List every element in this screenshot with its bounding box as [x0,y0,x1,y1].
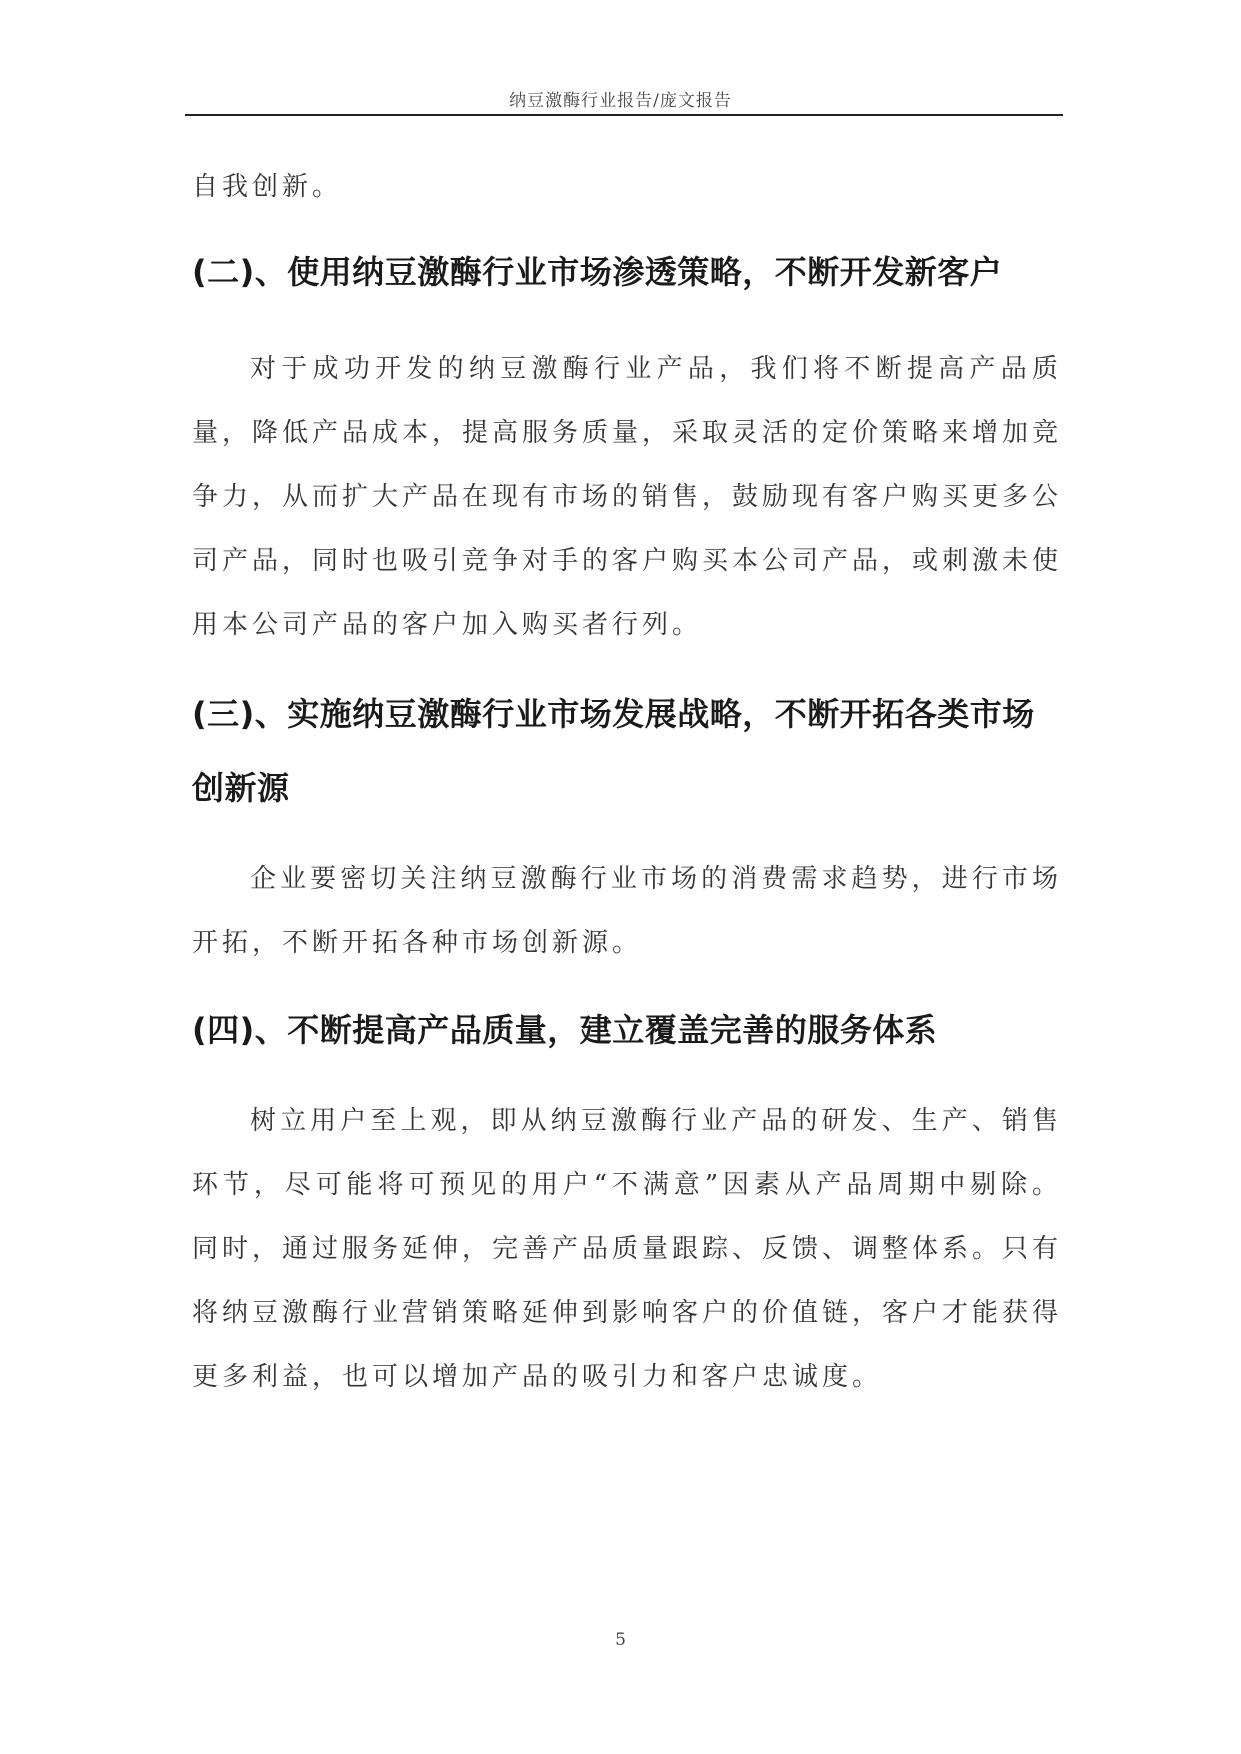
header-divider [185,114,1063,116]
section-heading-3: (三)、实施纳豆激酶行业市场发展战略，不断开拓各类市场创新源 [192,695,1035,807]
section-heading-2: (二)、使用纳豆激酶行业市场渗透策略，不断开发新客户 [192,253,1003,291]
section-heading-4: (四)、不断提高产品质量，建立覆盖完善的服务体系 [192,1011,938,1049]
section-body-2: 对于成功开发的纳豆激酶行业产品，我们将不断提高产品质量，降低产品成本，提高服务质量，采取灵活的定价策略来增加竞争力，从而扩大产品在现有市场的销售，鼓励现有客户购买更多公司产品，同时也吸引竞争对手的客户购买本公司产品，或刺激未使用本公司产品的客户加入购买者行列。 [192,354,1063,640]
section-body-4: 树立用户至上观，即从纳豆激酶行业产品的研发、生产、销售环节，尽可能将可预见的用户“不满意”因素从产品周期中剔除。同时，通过服务延伸，完善产品质量跟踪、反馈、调整体系。只有将纳豆激酶行业营销策略延伸到影响客户的价值链，客户才能获得更多利益，也可以增加产品的吸引力和客户忠诚度。 [192,1106,1063,1392]
continuation-paragraph: 自我创新。 [192,172,343,202]
section-body-3: 企业要密切关注纳豆激酶行业市场的消费需求趋势，进行市场开拓，不断开拓各种市场创新源。 [192,864,1062,958]
page-body [192,155,1062,1409]
page-number: 5 [615,1630,626,1650]
running-header-title: 纳豆激酶行业报告/庞文报告 [509,91,732,111]
